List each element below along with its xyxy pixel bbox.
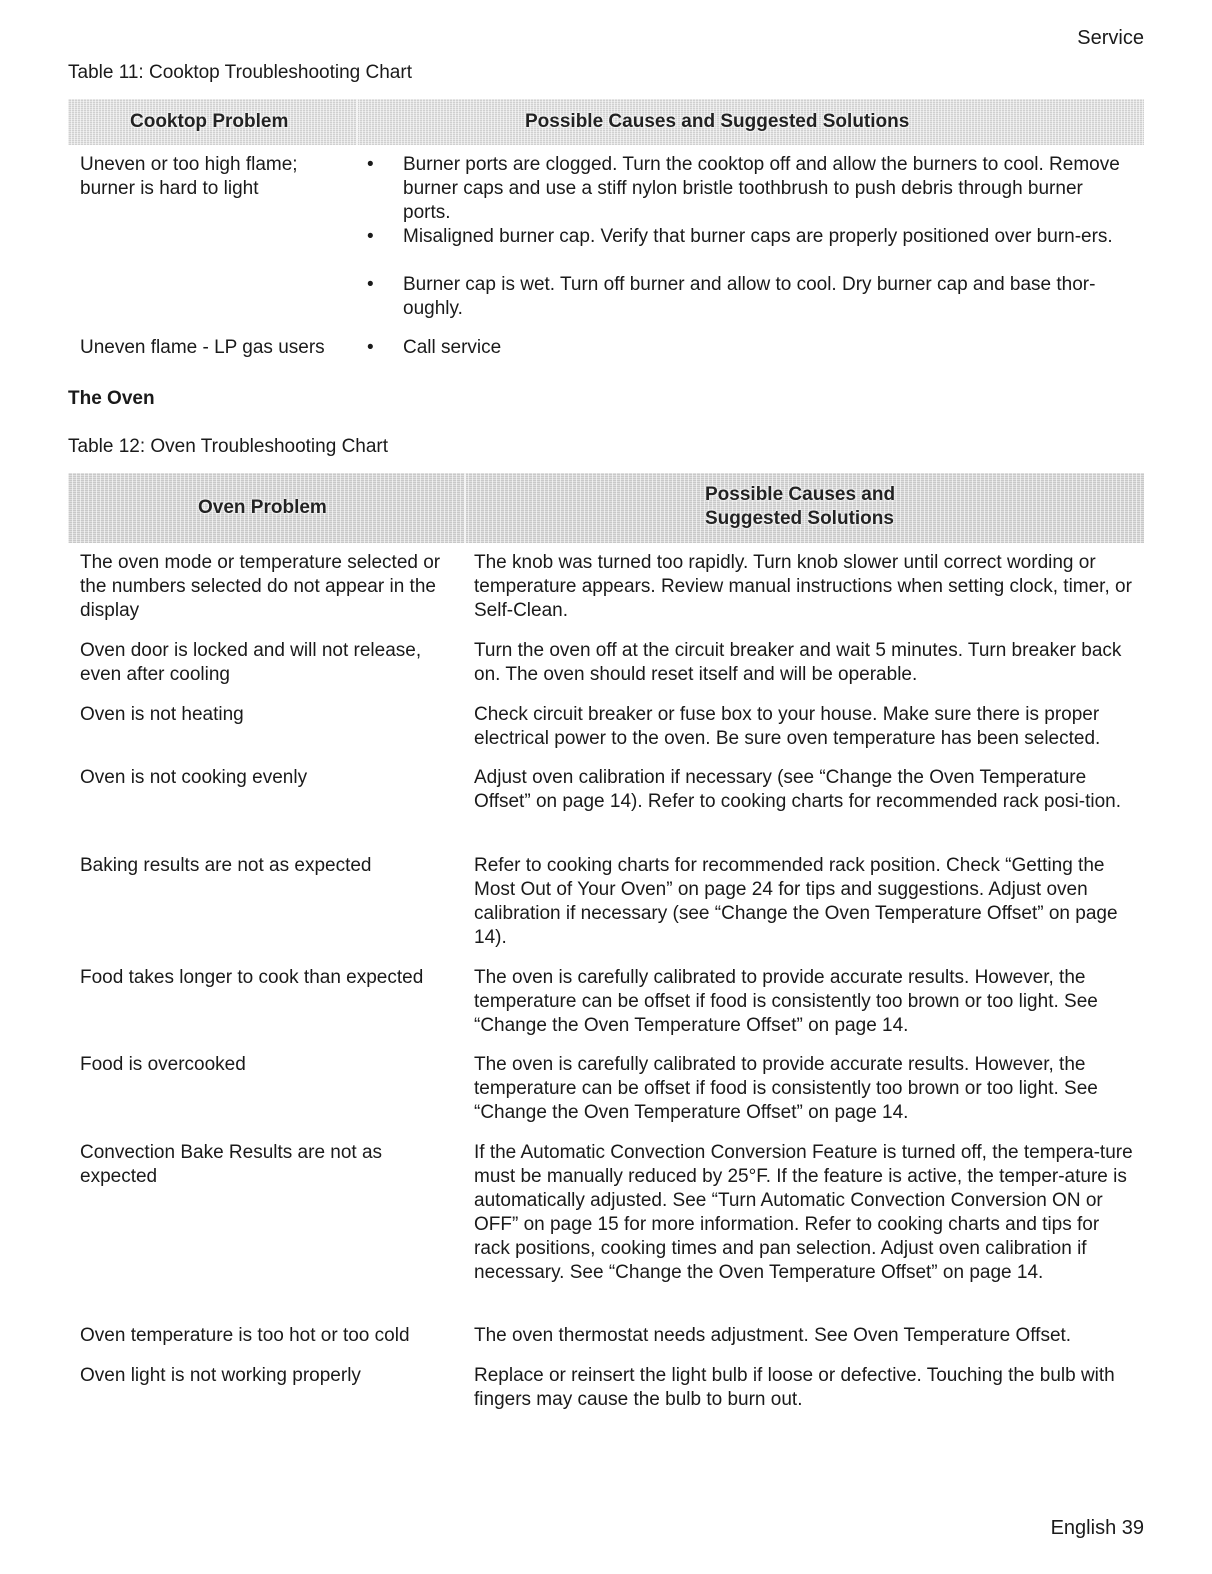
table-row-problem: Oven is not cooking evenly: [80, 767, 308, 788]
table-row-problem: Food takes longer to cook than expected: [80, 967, 424, 988]
column-header-cooktop-problem: Cooktop Problem: [130, 111, 289, 132]
table-row-solution: The knob was turned too rapidly. Turn knob slower until correct wording or temperature appears. Review manual instructions when setting clock, timer, or Self-Clean.: [474, 552, 1132, 621]
column-header-oven-problem: Oven Problem: [198, 497, 327, 518]
table-row-solution: The oven is carefully calibrated to provide accurate results. However, the temperature can be offset if food is consistently too brown or too light. See “Change the Oven Temperature Offset” on page 14.: [474, 967, 1098, 1036]
table-row-problem: Oven door is locked and will not release, even after cooling: [80, 640, 422, 685]
table-row-solution: Burner ports are clogged. Turn the cooktop off and allow the burners to cool. Remove burner caps and use a stiff nylon bristle toothbrush to push debris through burner ports.: [403, 154, 1120, 223]
table-row-solution: Replace or reinsert the light bulb if loose or defective. Touching the bulb with fingers may cause the bulb to burn out.: [474, 1365, 1115, 1410]
table-row-problem: Oven temperature is too hot or too cold: [80, 1325, 410, 1346]
table-row-problem: Food is overcooked: [80, 1054, 246, 1075]
table-row-solution: Adjust oven calibration if necessary (see “Change the Oven Temperature Offset” on page 14). Refer to cooking charts for recommended rack posi-tion.: [474, 767, 1122, 812]
table-row-solution: Check circuit breaker or fuse box to your house. Make sure there is proper electrical power to the oven. Be sure oven temperature has been selected.: [474, 704, 1101, 749]
table-row-problem: Oven is not heating: [80, 704, 244, 725]
table-12-header: [68, 473, 1144, 543]
section-label: Service: [1077, 27, 1144, 49]
table-12-caption: Table 12: Oven Troubleshooting Chart: [68, 436, 389, 457]
table-row-solution: The oven thermostat needs adjustment. See Oven Temperature Offset.: [474, 1325, 1072, 1346]
table-row-solution: Refer to cooking charts for recommended rack position. Check “Getting the Most Out of Your Oven” on page 24 for tips and suggestions. Adjust oven calibration if necessary (see “Change the Oven Temperature Offset” on page 14).: [474, 855, 1118, 948]
table-row-solution: Burner cap is wet. Turn off burner and allow to cool. Dry burner cap and base thor-oughly.: [403, 274, 1096, 319]
table-row-solution: If the Automatic Convection Conversion Feature is turned off, the tempera-ture must be manually reduced by 25°F. If the feature is active, the temper-ature is automatically adjusted. See “Turn Automatic Convection Conversion ON or OFF” on page 15 for more information. Refer to cooking charts and tips for rack positions, cooking times and pan selection. Adjust oven calibration if necessary. See “Change the Oven Temperature Offset” on page 14.: [474, 1142, 1133, 1283]
table-11-header: [68, 99, 1144, 145]
table-row-solution: Turn the oven off at the circuit breaker and wait 5 minutes. Turn breaker back on. The oven should reset itself and will be operable.: [474, 640, 1122, 685]
bullet: •: [367, 226, 374, 247]
table-row-problem: The oven mode or temperature selected or the numbers selected do not appear in the display: [80, 552, 441, 621]
table-row-problem: Uneven flame - LP gas users: [80, 337, 325, 358]
table-row-problem: Convection Bake Results are not as expected: [80, 1142, 383, 1187]
table-row-solution: Misaligned burner cap. Verify that burner caps are properly positioned over burn-ers.: [403, 226, 1113, 247]
bullet: •: [367, 154, 374, 175]
table-row-problem: Uneven or too high flame; burner is hard to light: [80, 154, 298, 199]
bullet: •: [367, 337, 374, 358]
column-header-possible-causes: Possible Causes and Suggested Solutions: [705, 484, 896, 529]
section-heading-the-oven: The Oven: [68, 388, 155, 409]
bullet: •: [367, 274, 374, 295]
page-number: English 39: [1050, 1517, 1144, 1539]
table-row-problem: Oven light is not working properly: [80, 1365, 361, 1386]
table-11-caption: Table 11: Cooktop Troubleshooting Chart: [68, 62, 412, 83]
column-header-possible-causes: Possible Causes and Suggested Solutions: [525, 111, 910, 132]
table-row-solution: The oven is carefully calibrated to provide accurate results. However, the temperature can be offset if food is consistently too brown or too light. See “Change the Oven Temperature Offset” on page 14.: [474, 1054, 1098, 1123]
table-row-problem: Baking results are not as expected: [80, 855, 372, 876]
table-row-solution: Call service: [403, 337, 502, 358]
